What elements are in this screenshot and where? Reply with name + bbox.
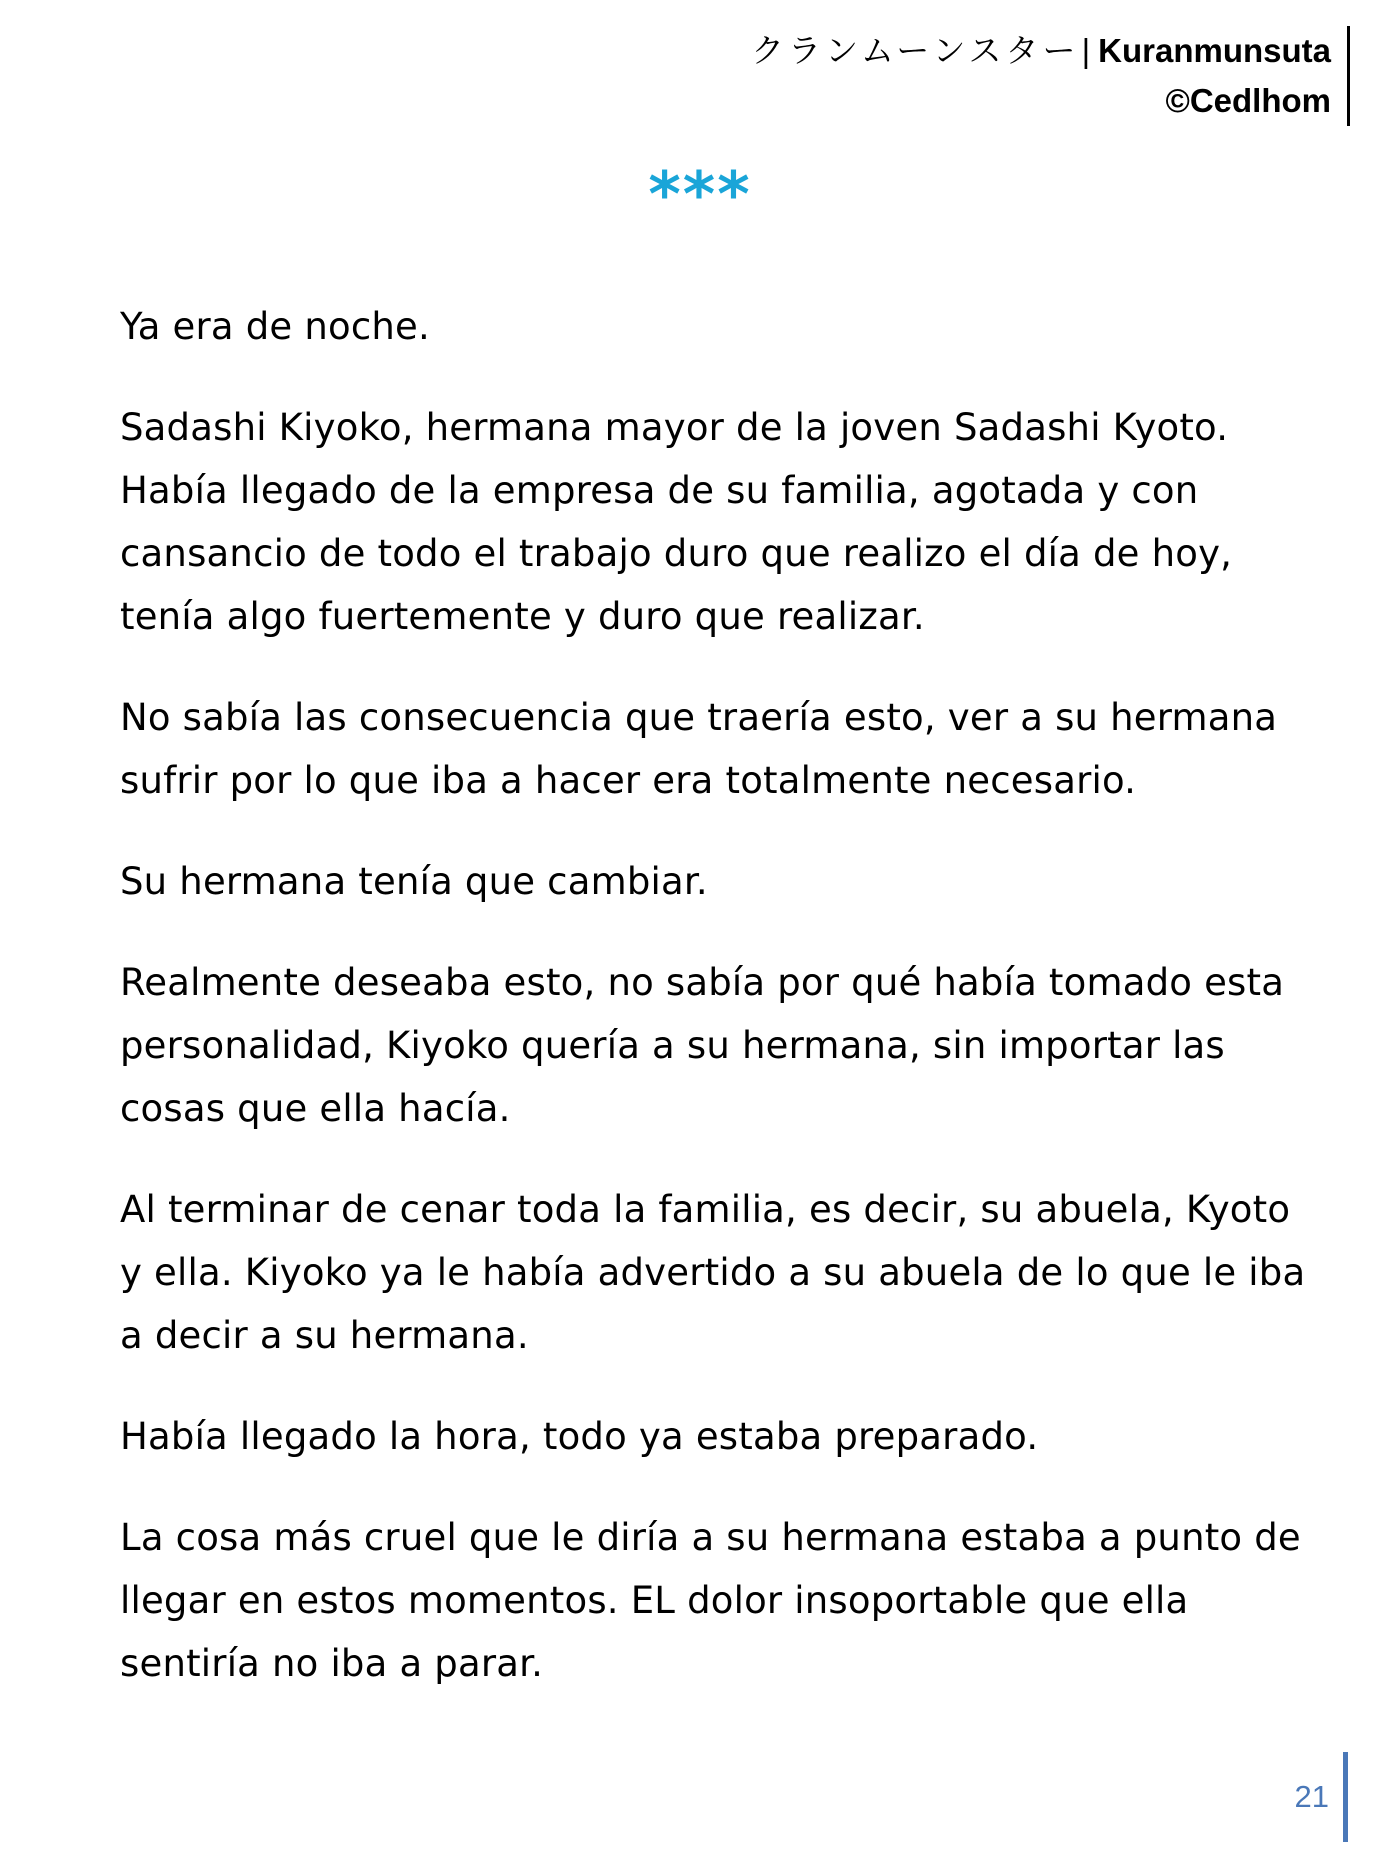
- paragraph: Ya era de noche.: [120, 305, 430, 348]
- paragraph: Realmente deseaba esto, no sabía por qué había tomado esta personalidad, Kiyoko quería a su hermana, sin importar las cosas que ella hacía.: [120, 961, 1285, 1130]
- header-separator: |: [1081, 32, 1091, 69]
- body-text: [120, 295, 1320, 1733]
- page-header: [751, 26, 1350, 126]
- paragraph: Su hermana tenía que cambiar.: [120, 860, 708, 903]
- page-footer: [1295, 1752, 1348, 1842]
- page-number: 21: [1294, 1779, 1329, 1814]
- paragraph: Sadashi Kiyoko, hermana mayor de la joven Sadashi Kyoto. Había llegado de la empresa de su familia, agotada y con cansancio de todo el trabajo duro que realizo el día de hoy, tenía algo fuertemente y duro que realizar.: [120, 406, 1233, 638]
- paragraph: No sabía las consecuencia que traería esto, ver a su hermana sufrir por lo que iba a hacer era totalmente necesario.: [120, 696, 1278, 802]
- header-copyright: ©Cedlhom: [1165, 82, 1331, 119]
- paragraph: Al terminar de cenar toda la familia, es decir, su abuela, Kyoto y ella. Kiyoko ya le había advertido a su abuela de lo que le iba a decir a su hermana.: [120, 1188, 1306, 1357]
- header-title-line: [751, 26, 1331, 76]
- section-divider: ***: [648, 158, 752, 231]
- paragraph: Había llegado la hora, todo ya estaba preparado.: [120, 1415, 1039, 1458]
- header-romanized-title: Kuranmunsuta: [1098, 32, 1331, 69]
- header-japanese-title: クランムーンスター: [751, 31, 1080, 70]
- paragraph: La cosa más cruel que le diría a su hermana estaba a punto de llegar en estos momentos. EL dolor insoportable que ella sentiría no iba a parar.: [120, 1516, 1301, 1685]
